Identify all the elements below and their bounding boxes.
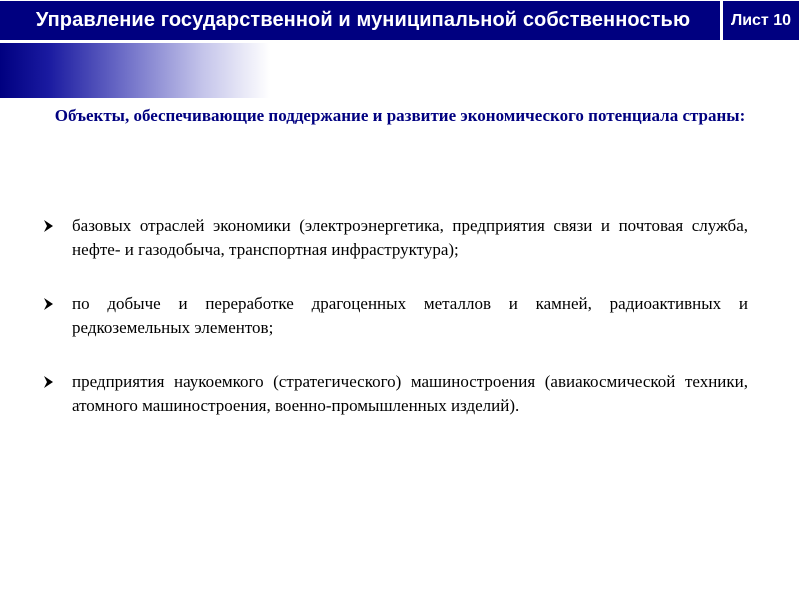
slide-subtitle: Объекты, обеспечивающие поддержание и развитие экономического потенциала страны: [54, 106, 746, 125]
list-item [40, 292, 748, 340]
bullet-list [40, 214, 748, 448]
list-item [40, 214, 748, 262]
bullet-text: предприятия наукоемкого (стратегического) машиностроения (авиакосмической техники, атомного машиностроения, военно-промышленных изделий). [72, 372, 748, 415]
list-item [40, 370, 748, 418]
arrowhead-bullet-icon [40, 214, 56, 238]
decorative-gradient-band [0, 43, 270, 98]
sheet-number-label: Лист 10 [730, 11, 792, 29]
arrowhead-bullet-icon [40, 370, 56, 394]
bullet-text: по добыче и переработке драгоценных металлов и камней, радиоактивных и редкоземельных элементов; [72, 294, 748, 337]
bullet-text: базовых отраслей экономики (электроэнергетика, предприятия связи и почтовая служба, нефте- и газодобыча, транспортная инфраструктура); [72, 216, 748, 259]
header-bar [0, 0, 720, 41]
arrowhead-bullet-icon [40, 292, 56, 316]
sheet-number-box [722, 0, 800, 41]
slide-title: Управление государственной и муниципальной собственностью [35, 9, 691, 31]
